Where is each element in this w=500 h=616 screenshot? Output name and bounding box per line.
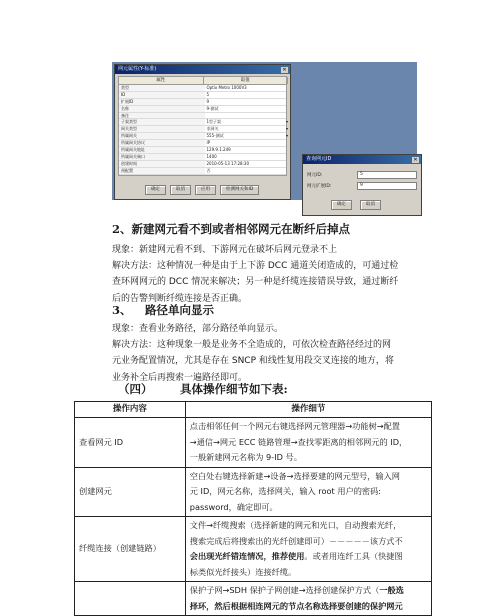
detail-line: password，确定即可。 xyxy=(189,501,278,512)
field-input[interactable]: 5 xyxy=(357,171,417,179)
close-icon[interactable]: ✕ xyxy=(413,156,418,163)
property-key: ID xyxy=(119,92,205,98)
section-4-heading: 具体操作细节如下表: xyxy=(180,382,288,396)
operation-name xyxy=(75,582,186,616)
detail-line xyxy=(190,583,427,599)
operation-detail xyxy=(185,418,431,468)
property-value[interactable]: 5 xyxy=(206,91,210,97)
dialog-button[interactable]: 检测网关和ID xyxy=(220,185,259,195)
ne-attribute-dialog xyxy=(114,64,291,200)
config-screenshot xyxy=(112,62,418,207)
col-value: 取值 xyxy=(204,77,289,84)
text-line: 现象：查看业务路径，部分路径单向显示。 xyxy=(112,324,284,334)
detail-line xyxy=(190,549,427,565)
property-dropdown[interactable]: 1型子架 ▾ xyxy=(205,119,291,125)
text-line: 元业务配置情况，尤其是存在 SNCP 和线性复用段交叉连接的地方，将 xyxy=(112,356,394,367)
text-line: 查环网网元的 DCC 情况来解决；另一种是纤缆连接错误导致，通过断纤 xyxy=(112,277,399,288)
table-header-row xyxy=(75,402,432,418)
property-table xyxy=(118,85,287,176)
operation-detail xyxy=(185,517,431,582)
table-row xyxy=(75,582,432,616)
query-ne-id-dialog xyxy=(302,154,422,216)
detail-line: →通信→网元 ECC 链路管理→查找零距离的相邻网元的 ID， xyxy=(189,436,408,447)
operation-name: 查看网元 ID xyxy=(75,418,186,468)
dialog-title: 查询网元ID xyxy=(306,156,332,162)
table-row xyxy=(75,418,432,468)
property-value[interactable]: Optix Metro 1000V3 xyxy=(206,85,247,90)
property-value[interactable]: 9 xyxy=(206,98,210,104)
property-key: 创建时间 xyxy=(119,161,205,167)
query-field-row xyxy=(307,170,417,179)
property-row[interactable] xyxy=(119,92,286,99)
text-line: 解决方法：这种情况一种是由于上下游 DCC 通道关闭造成的，可通过检 xyxy=(112,261,399,272)
detail-line xyxy=(190,534,427,550)
dialog-buttons xyxy=(145,185,259,195)
detail-line-prefix: 搜索完成后将搜索出的光纤创建即可）－－－－－该方式不 xyxy=(189,535,403,546)
col-attr: 属性 xyxy=(119,77,204,84)
property-row[interactable] xyxy=(119,85,286,92)
section-2-body xyxy=(112,242,428,307)
property-row[interactable] xyxy=(119,147,286,154)
dialog-buttons xyxy=(331,200,381,210)
section-4-number: （四） xyxy=(118,382,153,396)
property-dropdown[interactable]: 非网关 ▾ xyxy=(205,126,291,132)
property-row[interactable] xyxy=(119,119,286,126)
dialog-titlebar xyxy=(303,155,421,164)
property-value[interactable]: 否 xyxy=(206,167,211,173)
text-line: 解决方法：这种现象一般是业务不全造成的，可依次检查路径经过的网 xyxy=(112,340,392,351)
property-row[interactable] xyxy=(119,161,286,168)
property-key: 所属网关地址 xyxy=(119,147,205,153)
detail-text: 。或者用连纤工具（快捷图 xyxy=(304,551,403,561)
detail-line: 标类似光纤接头）连接纤缆。 xyxy=(189,566,297,577)
table-row xyxy=(75,467,432,517)
detail-line: 点击相邻任何一个网元右键选择网元管理器→功能树→配置 xyxy=(189,421,400,431)
property-key: 网关类型 xyxy=(119,126,205,132)
property-key: 扩展ID xyxy=(119,99,205,105)
property-row[interactable] xyxy=(119,140,286,147)
property-value[interactable]: 1400 xyxy=(206,153,217,159)
text-line: 现象：新建网元看不到、下游网元在破坏后网元登录不上 xyxy=(112,245,338,255)
field-label: 网元ID: xyxy=(307,172,323,178)
dialog-title: 网元属性(Y-标准) xyxy=(118,66,157,72)
text-line: 业务补全后再搜索一遍路径即可。 xyxy=(112,372,248,383)
dialog-titlebar xyxy=(115,65,290,74)
query-fields xyxy=(303,170,421,190)
section-3-body xyxy=(112,321,428,386)
property-row[interactable] xyxy=(119,99,286,106)
operation-detail xyxy=(185,467,431,517)
property-row[interactable] xyxy=(119,154,286,161)
detail-bold: 一般选 xyxy=(379,585,404,595)
operation-name: 创建网元 xyxy=(75,467,186,517)
query-field-row xyxy=(307,181,417,190)
property-value[interactable]: IP xyxy=(206,140,211,146)
dialog-button[interactable]: 确定 xyxy=(145,185,166,195)
property-key: 预配置 xyxy=(119,168,205,174)
property-key: 所属网关 xyxy=(119,133,205,139)
property-key: 备注 xyxy=(119,113,205,119)
close-icon[interactable]: ✕ xyxy=(282,66,287,73)
property-key: 子架类型 xyxy=(119,119,205,125)
detail-text: 保护子网→SDH 保护子网创建→选择创建保护方式（ xyxy=(189,585,380,595)
operation-name: 纤缆连接（创建链路） xyxy=(75,517,186,582)
property-value[interactable] xyxy=(205,113,291,119)
dialog-button[interactable]: 取消 xyxy=(360,200,381,210)
field-label: 网元扩展ID: xyxy=(307,183,332,189)
table-row xyxy=(75,517,432,582)
property-value[interactable]: 129.9.1.249 xyxy=(206,147,231,153)
property-key: 名称 xyxy=(119,106,205,112)
property-row[interactable] xyxy=(119,168,286,175)
section-2-heading: 2、新建网元看不到或者相邻网元在断纤后掉点 xyxy=(112,222,350,236)
col-detail: 操作细节 xyxy=(185,402,431,418)
dialog-button[interactable]: 取消 xyxy=(170,185,191,195)
dialog-button[interactable]: 确定 xyxy=(331,200,352,210)
property-key: 所属网关协议 xyxy=(119,140,205,146)
property-key: 类型 xyxy=(119,85,205,91)
operation-detail xyxy=(185,582,431,616)
property-row[interactable] xyxy=(119,126,286,133)
property-key: 所属网关端口 xyxy=(119,154,205,160)
property-value[interactable]: 2010-05-13 17:28:30 xyxy=(206,160,249,166)
property-row[interactable] xyxy=(119,133,286,140)
property-header xyxy=(118,76,287,85)
dialog-button[interactable]: 应用 xyxy=(195,185,216,195)
section-3-number: 3、 xyxy=(112,303,132,317)
text-line: 后的告警判断纤缆连接是否正确。 xyxy=(112,293,248,304)
property-dropdown[interactable]: 555-测试 ▾ xyxy=(205,133,291,139)
operation-steps-table xyxy=(74,401,432,616)
field-input[interactable]: 9 xyxy=(357,182,417,190)
section-3-heading: 路径单向显示 xyxy=(145,303,214,317)
property-row[interactable] xyxy=(119,106,286,113)
col-operation: 操作内容 xyxy=(75,402,186,418)
detail-line: 一般新建网元名称为 9-ID 号。 xyxy=(189,452,302,462)
property-value[interactable]: 9-测试 xyxy=(206,105,219,111)
recommended-note: 会出现光纤错连情况，推荐使用 xyxy=(189,551,305,561)
detail-line: 文件→纤缆搜索（选择新建的网元和光口，自动搜索光纤， xyxy=(189,520,402,530)
detail-line: 空白处右键选择新建→设备→选择要建的网元型号，输入网 xyxy=(189,470,400,481)
detail-line: 元 ID，网元名称，选择网关，输入 root 用户的密码: xyxy=(189,486,382,496)
detail-line: 择环，然后根据相连网元的节点名称选择要创建的保护网元 xyxy=(189,600,403,611)
property-row[interactable] xyxy=(119,113,286,120)
